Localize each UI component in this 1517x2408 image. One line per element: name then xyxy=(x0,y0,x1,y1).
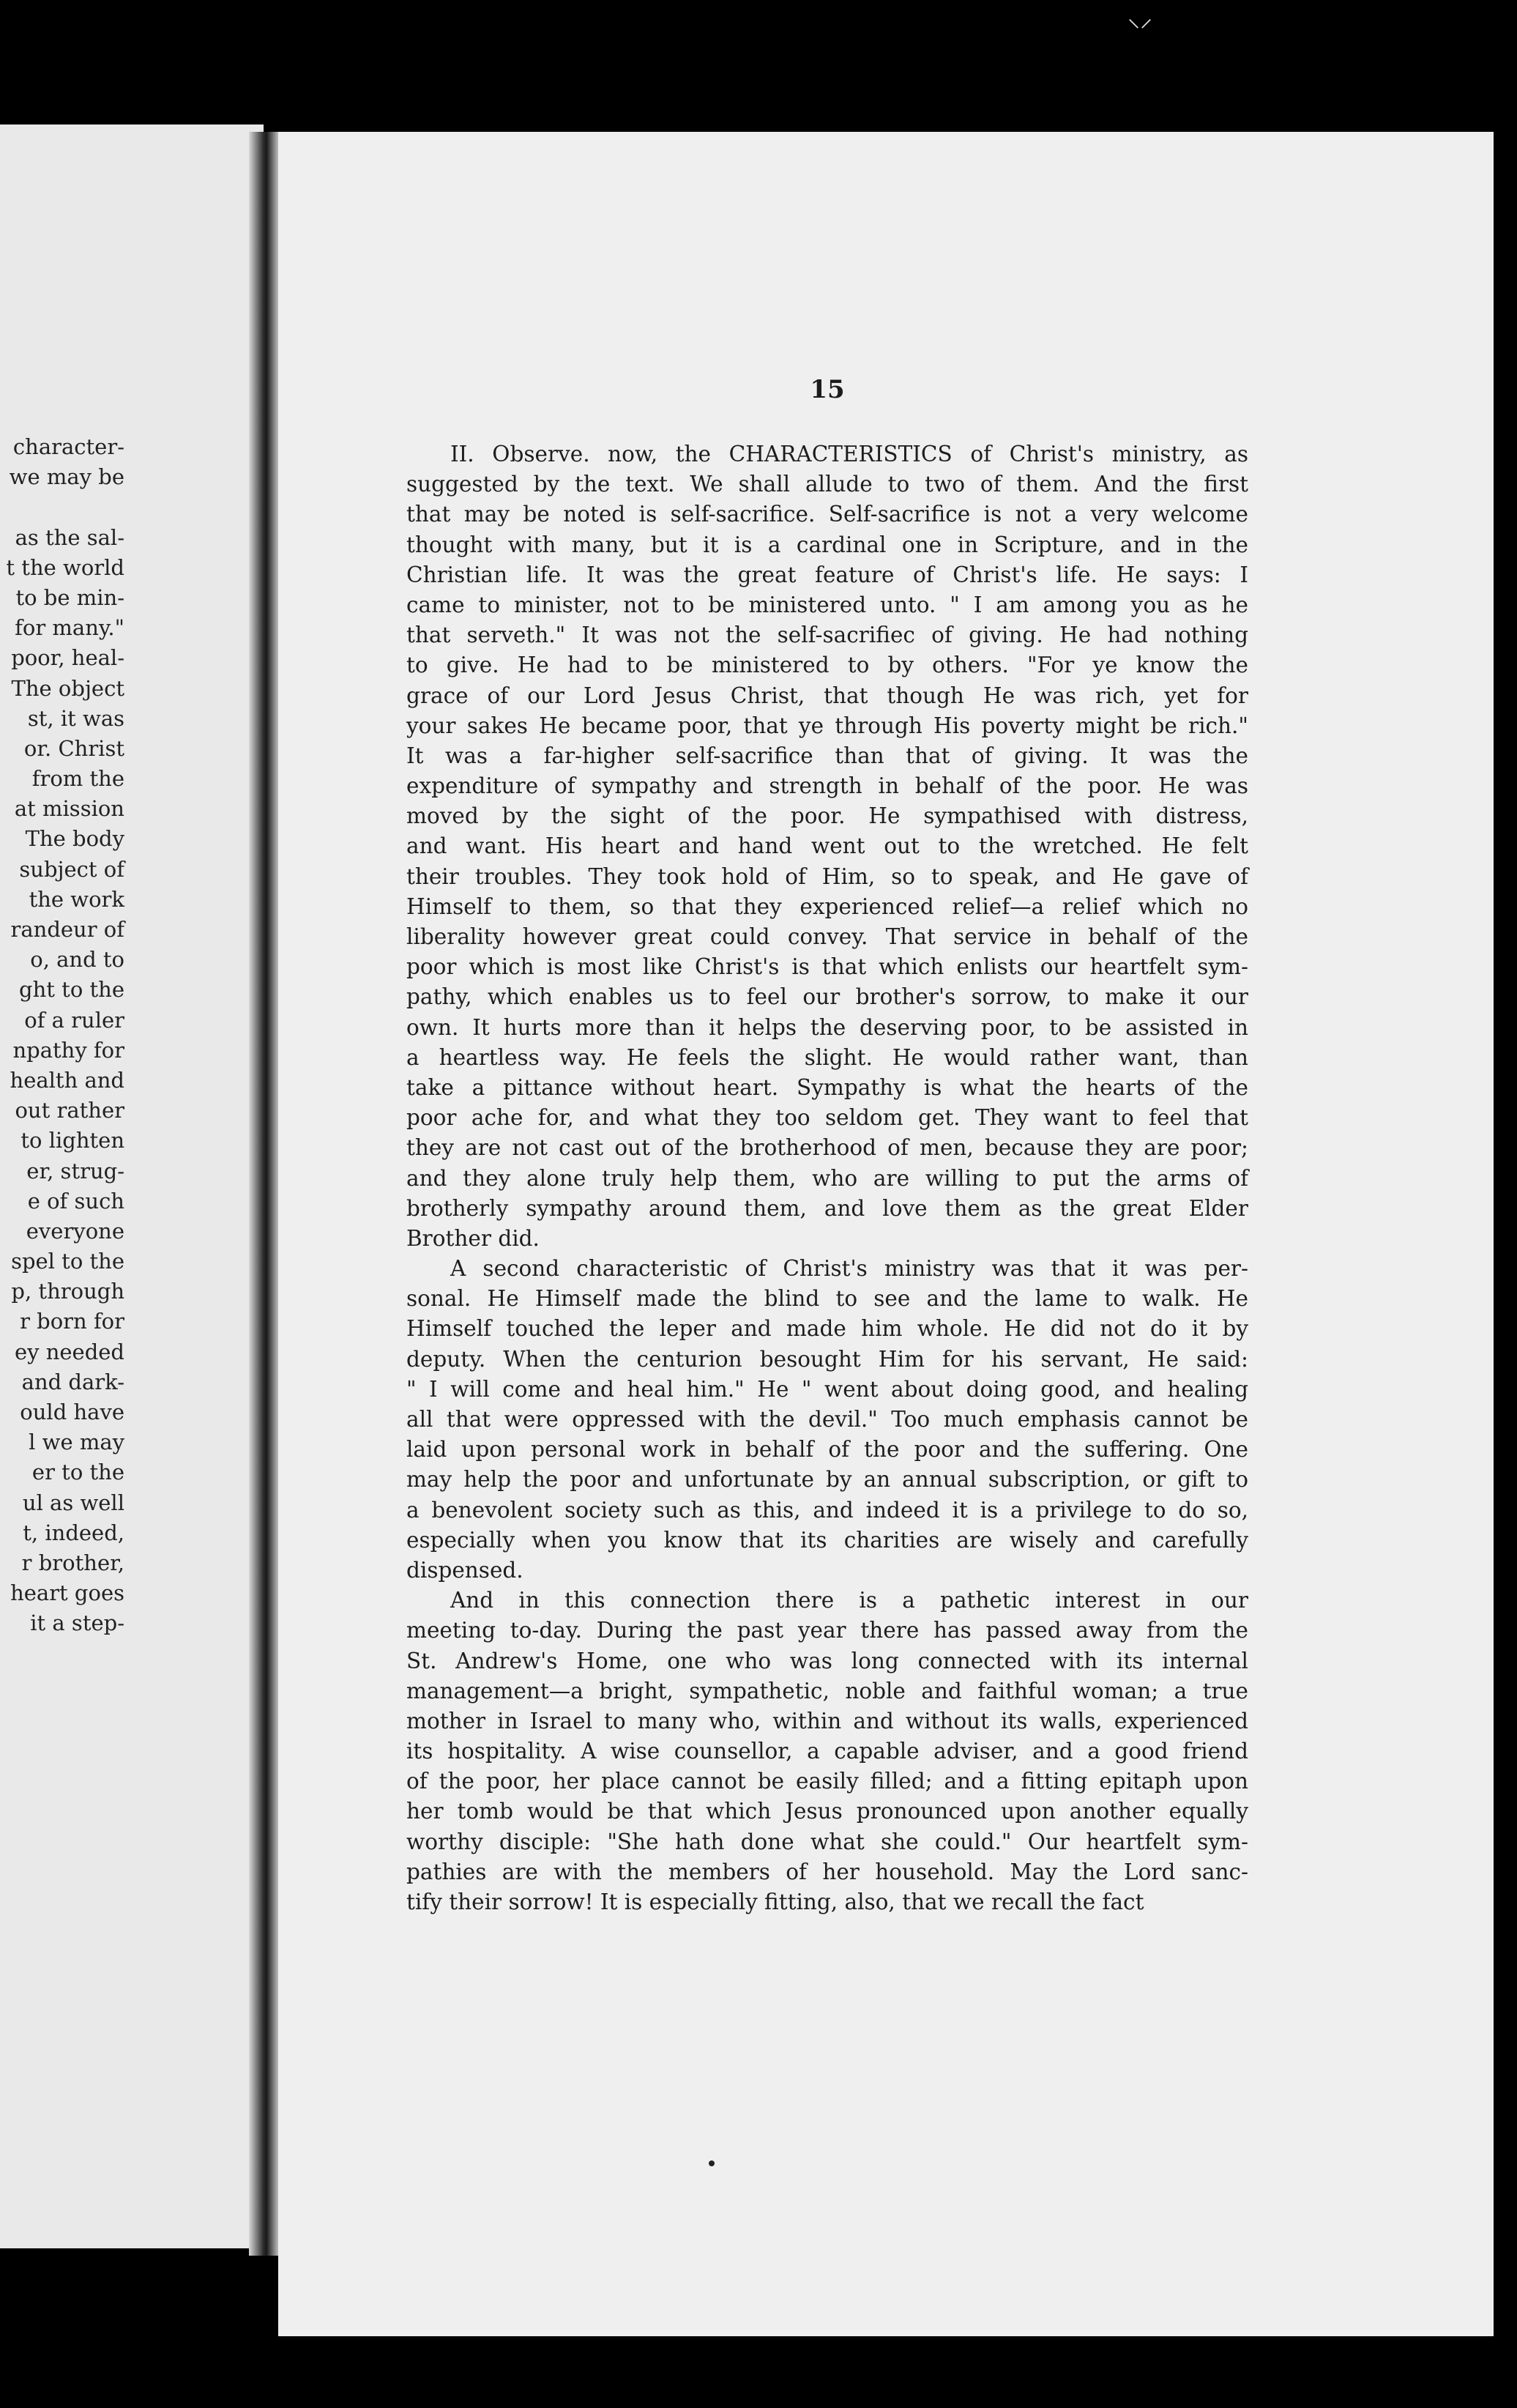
book-gutter xyxy=(249,132,281,2256)
text-line: And in this connection there is a pathetic interest in our xyxy=(450,1588,1248,1613)
left-page-line: and dark- xyxy=(21,1369,124,1394)
text-line: of the poor, her place cannot be easily filled; and a fitting epitaph upon xyxy=(406,1769,1248,1794)
left-page-line: ght to the xyxy=(19,977,124,1003)
text-line: laid upon personal work in behalf of the poor and the suffering. One xyxy=(406,1437,1248,1463)
left-page-line: from the xyxy=(31,766,124,792)
left-page-line: we may be xyxy=(9,464,124,490)
left-page-line: out rather xyxy=(15,1098,124,1123)
body-text xyxy=(406,439,1248,1917)
text-line: suggested by the text. We shall allude to two of them. And the first xyxy=(406,472,1248,497)
text-line: her tomb would be that which Jesus pronounced upon another equally xyxy=(406,1799,1248,1824)
scan-corner-mark: ⸜⸝ xyxy=(1128,4,1152,33)
text-line: expenditure of sympathy and strength in behalf of the poor. He was xyxy=(406,773,1248,799)
text-line: especially when you know that its charities are wisely and carefully xyxy=(406,1527,1248,1553)
text-line: that serveth." It was not the self-sacrifiec of giving. He had nothing xyxy=(406,623,1248,648)
text-line: Himself to them, so that they experienced relief—a relief which no xyxy=(406,893,1248,919)
text-line: and they alone truly help them, who are willing to put the arms of xyxy=(406,1165,1248,1191)
text-line: deputy. When the centurion besought Him for his servant, He said: xyxy=(406,1346,1248,1372)
left-page-line: as the sal- xyxy=(15,524,124,550)
left-page-line: l we may xyxy=(29,1430,124,1455)
text-line: came to minister, not to be ministered unto. " I am among you as he xyxy=(406,592,1248,617)
page-number: 15 xyxy=(810,375,845,404)
left-page-text-column xyxy=(0,432,124,1639)
left-page-line: to be min- xyxy=(15,584,124,610)
left-page-line xyxy=(0,492,124,522)
left-page-line: poor, heal- xyxy=(11,645,124,671)
left-page-line: t, indeed, xyxy=(23,1520,124,1545)
left-page-line: character- xyxy=(12,434,124,459)
text-line: thought with many, but it is a cardinal one in Scripture, and in the xyxy=(406,532,1248,557)
text-line: Himself touched the leper and made him whole. He did not do it by xyxy=(406,1316,1248,1342)
text-line: and want. His heart and hand went out to the wretched. He felt xyxy=(406,833,1248,859)
text-line: dispensed. xyxy=(406,1557,523,1583)
left-page-line: randeur of xyxy=(10,917,124,942)
text-line: II. Observe. now, the CHARACTERISTICS of Christ's ministry, as xyxy=(450,442,1248,467)
left-page-line: subject of xyxy=(19,856,124,882)
text-line: worthy disciple: "She hath done what she could." Our heartfelt sym- xyxy=(406,1829,1248,1854)
left-page-line: ul as well xyxy=(22,1490,124,1515)
text-line: liberality however great could convey. That service in behalf of the xyxy=(406,924,1248,949)
left-page-line: o, and to xyxy=(30,947,124,973)
left-page-line: to lighten xyxy=(20,1128,124,1153)
text-line: pathy, which enables us to feel our brother's sorrow, to make it our xyxy=(406,984,1248,1010)
text-line: Brother did. xyxy=(406,1225,540,1251)
text-line: poor which is most like Christ's is that which enlists our heartfelt sym- xyxy=(406,954,1248,980)
text-line: they are not cast out of the brotherhood of men, because they are poor; xyxy=(406,1135,1248,1161)
text-line: brotherly sympathy around them, and love them as the great Elder xyxy=(406,1195,1248,1221)
text-line: A second characteristic of Christ's ministry was that it was per- xyxy=(450,1256,1248,1282)
text-line: management—a bright, sympathetic, noble and faithful woman; a true xyxy=(406,1678,1248,1703)
text-line: meeting to-day. During the past year there has passed away from the xyxy=(406,1618,1248,1643)
text-line: may help the poor and unfortunate by an annual subscription, or gift to xyxy=(406,1467,1248,1493)
text-line: your sakes He became poor, that ye through His poverty might be rich." xyxy=(406,713,1248,738)
left-page-line: The body xyxy=(25,826,124,852)
text-line: " I will come and heal him." He " went about doing good, and healing xyxy=(406,1376,1248,1402)
left-page-line: p, through xyxy=(11,1279,124,1304)
left-page-line: e of such xyxy=(27,1188,124,1214)
left-page-line: for many." xyxy=(15,615,124,641)
text-line: moved by the sight of the poor. He sympathised with distress, xyxy=(406,803,1248,829)
text-line: to give. He had to be ministered to by others. "For ye know the xyxy=(406,653,1248,678)
left-page-line: r brother, xyxy=(21,1550,124,1575)
text-line: Christian life. It was the great feature of Christ's life. He says: I xyxy=(406,562,1248,587)
left-page-line: ould have xyxy=(20,1400,124,1424)
ink-speck xyxy=(709,2160,715,2166)
left-page-line: spel to the xyxy=(11,1249,124,1274)
left-page-line: st, it was xyxy=(27,705,124,731)
left-page-line: r born for xyxy=(20,1309,124,1334)
text-line: take a pittance without heart. Sympathy is what the hearts of the xyxy=(406,1074,1248,1100)
text-line: own. It hurts more than it helps the deserving poor, to be assisted in xyxy=(406,1014,1248,1040)
text-line: pathies are with the members of her household. May the Lord sanc- xyxy=(406,1859,1248,1884)
left-page-line: er, strug- xyxy=(26,1158,124,1183)
text-line: its hospitality. A wise counsellor, a capable adviser, and a good friend xyxy=(406,1739,1248,1764)
left-page-line: The object xyxy=(11,675,124,701)
text-line: grace of our Lord Jesus Christ, that though He was rich, yet for xyxy=(406,683,1248,708)
text-line: tify their sorrow! It is especially fitting, also, that we recall the fact xyxy=(406,1889,1144,1914)
text-line: a heartless way. He feels the slight. He would rather want, than xyxy=(406,1044,1248,1070)
left-page-line: health and xyxy=(10,1067,124,1093)
left-page-line: the work xyxy=(29,886,124,912)
text-line: St. Andrew's Home, one who was long connected with its internal xyxy=(406,1648,1248,1673)
text-line: a benevolent society such as this, and indeed it is a privilege to do so, xyxy=(406,1497,1248,1523)
left-page-line: it a step- xyxy=(30,1610,124,1636)
left-page-line: at mission xyxy=(14,796,124,822)
text-line: all that were oppressed with the devil." Too much emphasis cannot be xyxy=(406,1407,1248,1432)
text-line: poor ache for, and what they too seldom get. They want to feel that xyxy=(406,1105,1248,1131)
text-line: mother in Israel to many who, within and without its walls, experienced xyxy=(406,1708,1248,1733)
left-page-line: t the world xyxy=(6,554,124,580)
left-page-line: heart goes xyxy=(10,1580,124,1606)
text-line: their troubles. They took hold of Him, so to speak, and He gave of xyxy=(406,863,1248,889)
left-page-line: or. Christ xyxy=(23,735,124,761)
left-page xyxy=(0,125,264,2248)
text-line: It was a far-higher self-sacrifice than that of giving. It was the xyxy=(406,743,1248,768)
text-line: that may be noted is self-sacrifice. Self-sacrifice is not a very welcome xyxy=(406,502,1248,527)
left-page-line: ey needed xyxy=(14,1339,124,1364)
text-line: sonal. He Himself made the blind to see and the lame to walk. He xyxy=(406,1286,1248,1312)
left-page-line: everyone xyxy=(26,1218,124,1244)
left-page-line: of a ruler xyxy=(24,1007,124,1033)
left-page-line: npathy for xyxy=(12,1037,124,1063)
left-page-line: er to the xyxy=(31,1460,124,1485)
